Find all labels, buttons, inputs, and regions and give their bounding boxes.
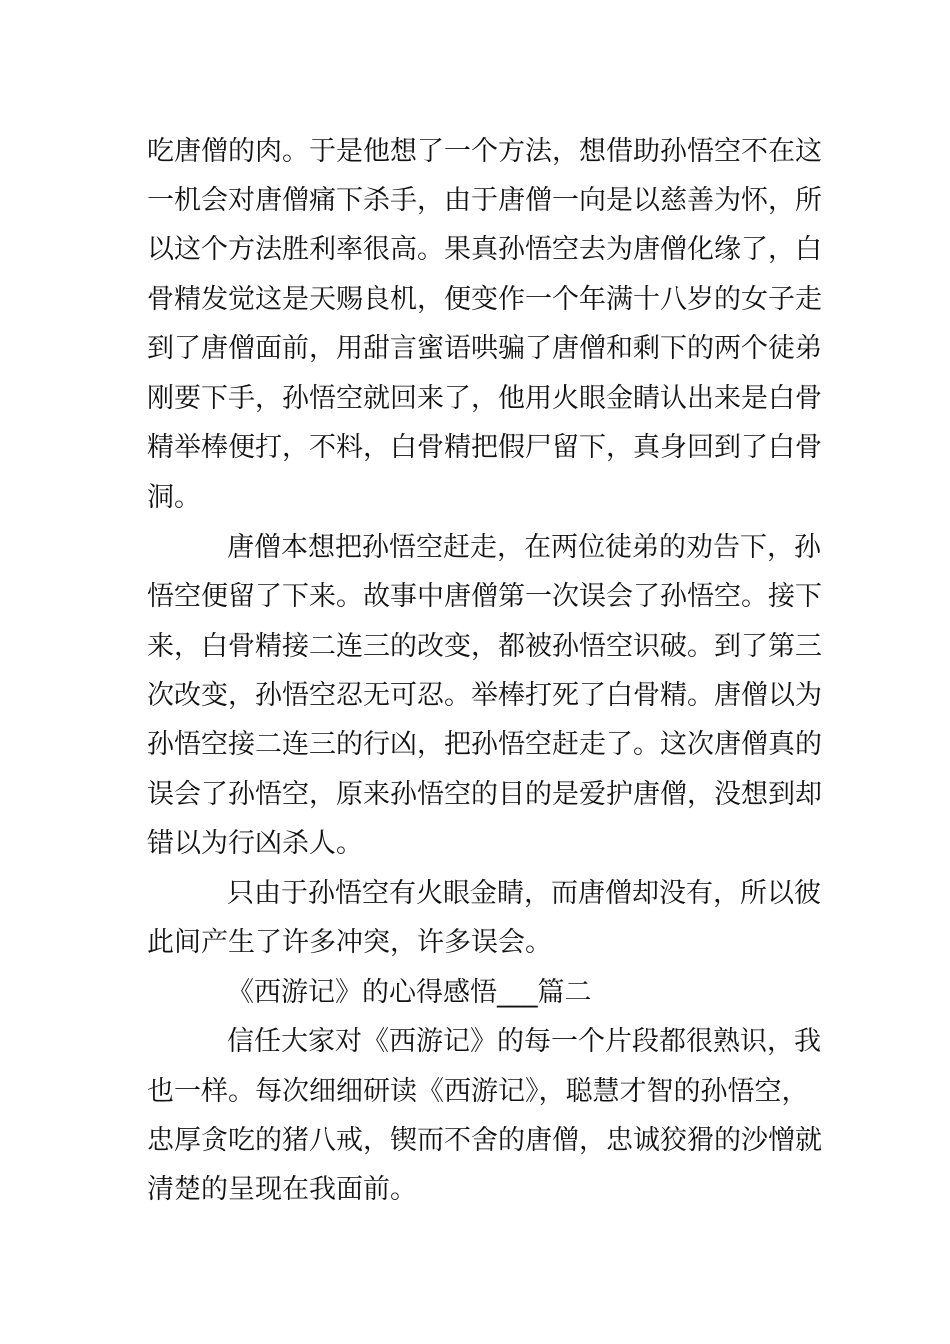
paragraph-1-line-4: 骨精发觉这是天赐良机，便变作一个年满十八岁的女子走 xyxy=(147,284,822,315)
paragraph-2-line-1: 唐僧本想把孙悟空赶走，在两位徒弟的劝告下，孙 xyxy=(227,532,821,563)
paragraph-2-line-2: 悟空便留了下来。故事中唐僧第一次误会了孙悟空。接下 xyxy=(147,581,822,612)
paragraph-1-line-7: 精举棒便打，不料，白骨精把假尸留下，真身回到了白骨 xyxy=(147,432,822,463)
paragraph-1-line-8: 洞。 xyxy=(147,482,201,513)
paragraph-4-line-4: 清楚的呈现在我面前。 xyxy=(147,1174,417,1205)
paragraph-1-line-3: 以这个方法胜利率很高。果真孙悟空去为唐僧化缘了，白 xyxy=(147,234,822,265)
paragraph-4-line-3: 忠厚贪吃的猪八戒，锲而不舍的唐僧，忠诚狡猾的沙憎就 xyxy=(147,1125,822,1156)
paragraph-2-line-6: 误会了孙悟空，原来孙悟空的目的是爱护唐僧，没想到却 xyxy=(147,779,822,810)
paragraph-4-line-1: 信任大家对《西游记》的每一个片段都很熟识，我 xyxy=(227,1026,821,1057)
paragraph-1-line-6: 刚要下手，孙悟空就回来了，他用火眼金睛认出来是白骨 xyxy=(147,383,822,414)
paragraph-1-line-1: 吃唐僧的肉。于是他想了一个方法，想借助孙悟空不在这 xyxy=(147,136,822,167)
section-heading: 《西游记》的心得感悟___篇二 xyxy=(227,977,592,1008)
paragraph-2-line-7: 错以为行凶杀人。 xyxy=(147,828,363,859)
paragraph-3-line-2: 此间产生了许多冲突，许多误会。 xyxy=(147,927,552,958)
paragraph-3-line-1: 只由于孙悟空有火眼金睛，而唐僧却没有，所以彼 xyxy=(227,878,821,909)
paragraph-1-line-2: 一机会对唐僧痛下杀手，由于唐僧一向是以慈善为怀，所 xyxy=(147,185,822,216)
paragraph-2-line-4: 次改变，孙悟空忍无可忍。举棒打死了白骨精。唐僧以为 xyxy=(147,680,822,711)
paragraph-4-line-2: 也一样。每次细细研读《西游记》，聪慧才智的孙悟空， xyxy=(147,1076,809,1107)
paragraph-2-line-5: 孙悟空接二连三的行凶，把孙悟空赶走了。这次唐僧真的 xyxy=(147,729,822,760)
paragraph-2-line-3: 来，白骨精接二连三的改变，都被孙悟空识破。到了第三 xyxy=(147,631,822,662)
paragraph-1-line-5: 到了唐僧面前，用甜言蜜语哄骗了唐僧和剩下的两个徒弟 xyxy=(147,333,822,364)
